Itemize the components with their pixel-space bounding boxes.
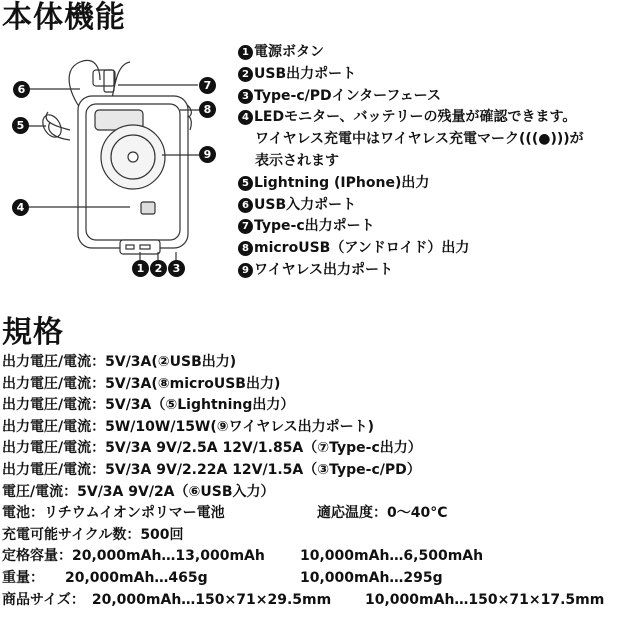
feature-item: 7 Type-c出力ポート bbox=[238, 216, 584, 238]
spec-row: 充電可能サイクル数：500回 bbox=[2, 526, 184, 543]
spec-row: 出力電圧/電流：5V/3A（⑤Lightning出力） bbox=[2, 397, 295, 414]
spec-row: 出力電圧/電流：5V/3A 9V/2.22A 12V/1.5A（③Type-c/PD） bbox=[2, 461, 421, 478]
spec-row: 出力電圧/電流：5V/3A 9V/2.5A 12V/1.85A（⑦Type-c出力） bbox=[2, 440, 422, 457]
brand-logo bbox=[141, 202, 155, 214]
spec-row: 定格容量：20,000mAh…13,000mAh 10,000mAh…6,500mAh bbox=[2, 548, 484, 565]
feature-list bbox=[238, 42, 584, 282]
spec-row: 出力電圧/電流：5W/10W/15W(⑨ワイヤレス出力ポート) bbox=[2, 418, 375, 435]
feature-item: 4 LEDモニター、バッテリーの残量が確認できます。 bbox=[238, 107, 584, 129]
typec-plug bbox=[104, 70, 114, 92]
callout-6: 6 bbox=[13, 81, 30, 98]
callout-1: 1 bbox=[132, 260, 149, 277]
spec-row: 商品サイズ： 20,000mAh…150×71×29.5mm 10,000mAh…150×71×17.5mm bbox=[2, 591, 605, 608]
spec-row: 電圧/電流：5V/3A 9V/2A（⑥USB入力） bbox=[2, 483, 275, 500]
feature-item-cont: ワイヤレス充電中はワイヤレス充電マーク(((●)))が bbox=[255, 131, 584, 148]
spec-row: 出力電圧/電流：5V/3A(②USB出力) bbox=[2, 354, 237, 370]
callout-5: 5 bbox=[12, 117, 29, 134]
feature-item-cont: 表示されます bbox=[255, 152, 339, 169]
feature-item: 2 USB出力ポート bbox=[238, 64, 584, 86]
feature-item: 3 Type-c/PDインターフェース bbox=[238, 86, 584, 108]
feature-item: 9 ワイヤレス出力ポート bbox=[238, 260, 584, 282]
callout-8: 8 bbox=[199, 101, 216, 118]
section-title-main-functions: 本体機能 bbox=[2, 0, 126, 35]
callout-7: 7 bbox=[199, 77, 216, 94]
callout-4: 4 bbox=[12, 199, 29, 216]
feature-item: 1 電源ボタン bbox=[238, 42, 584, 64]
spec-row: 出力電圧/電流：5V/3A(⑧microUSB出力) bbox=[2, 375, 281, 392]
spec-list bbox=[2, 352, 605, 611]
spec-row: 電池：リチウムイオンポリマー電池 適応温度：0～40°C bbox=[2, 505, 448, 522]
feature-item: 6 USB入力ポート bbox=[238, 195, 584, 217]
feature-item: 8 microUSB（アンドロイド）出力 bbox=[238, 238, 584, 260]
callout-9: 9 bbox=[199, 146, 216, 163]
callout-3: 3 bbox=[168, 260, 185, 277]
callout-2: 2 bbox=[150, 260, 167, 277]
section-title-specs: 規格 bbox=[2, 315, 64, 350]
spec-row: 重量： 20,000mAh…465g 10,000mAh…295g bbox=[2, 569, 443, 586]
feature-item: 5 Lightning (IPhone)出力 bbox=[238, 173, 584, 195]
